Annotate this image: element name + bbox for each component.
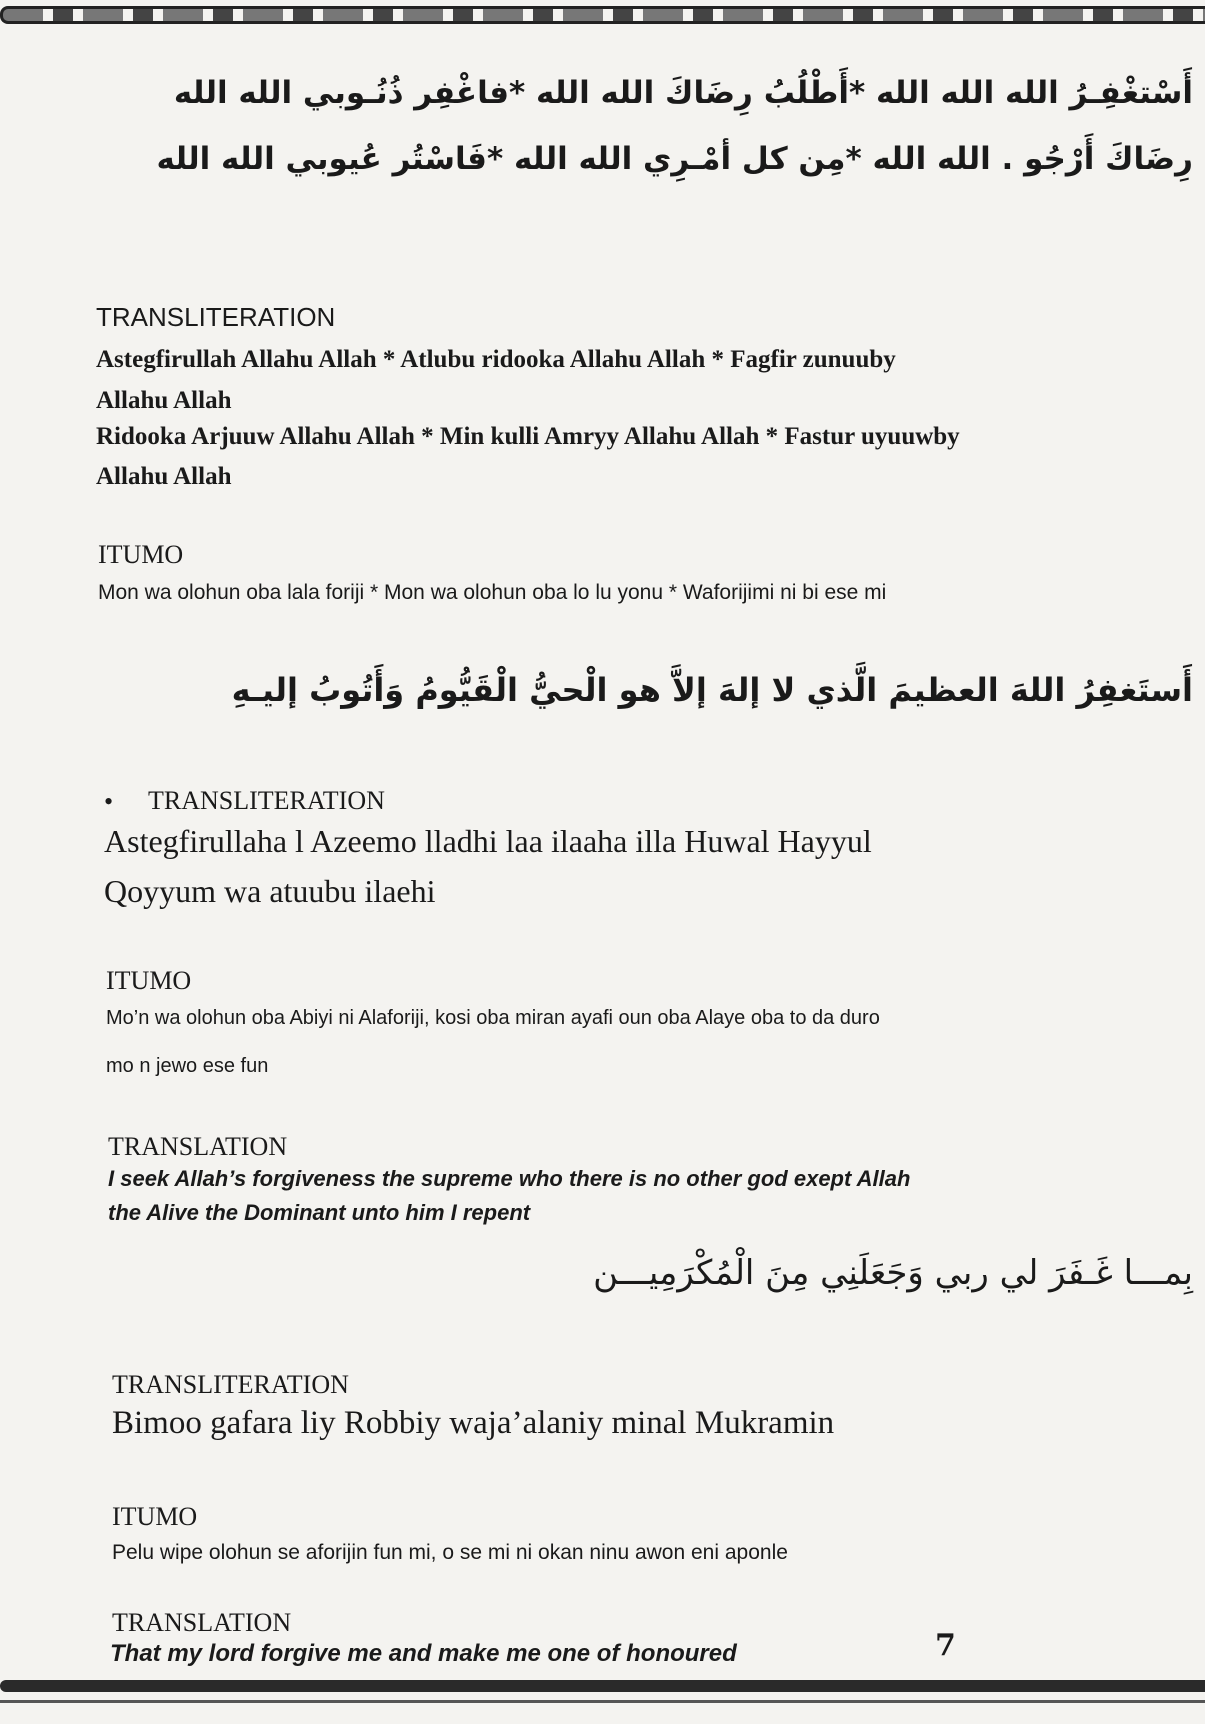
transliteration-label-3: TRANSLITERATION: [112, 1370, 349, 1399]
transliteration-label-2: TRANSLITERATION: [148, 786, 385, 815]
itumo-2-line-2: mo n jewo ese fun: [106, 1055, 269, 1077]
arabic-line-2: رِضَاكَ أَرْجُو . الله الله *مِن كل أمْـرِي الله الله *فَاسْتُر عُيوبي الله الله: [156, 141, 1193, 177]
translation-2-line-1: I seek Allah’s forgiveness the supreme who there is no other god exept Allah: [108, 1166, 911, 1191]
transliteration-1-line-4: Allahu Allah: [96, 463, 232, 490]
arabic-line-1: أَسْتغْفِـرُ الله الله الله *أَطْلُبُ رِضَاكَ الله الله *فاغْفِر ذُنُـوبي الله الله: [173, 75, 1193, 111]
transliteration-1-line-3: Ridooka Arjuuw Allahu Allah * Min kulli Amryy Allahu Allah * Fastur uyuuwby: [96, 423, 960, 450]
translation-label-3: TRANSLATION: [112, 1608, 292, 1637]
transliteration-3: Bimoo gafara liy Robbiy waja’alaniy minal Mukramin: [112, 1405, 835, 1441]
transliteration-2-line-2: Qoyyum wa atuubu ilaehi: [104, 873, 436, 909]
top-border: [0, 6, 1205, 24]
bottom-border-thin: [0, 1700, 1205, 1703]
itumo-label-2: ITUMO: [106, 966, 192, 995]
transliteration-label-1: TRANSLITERATION: [96, 302, 336, 332]
itumo-label-3: ITUMO: [112, 1502, 198, 1531]
itumo-1: Mon wa olohun oba lala foriji * Mon wa olohun oba lo lu yonu * Waforijimi ni bi ese mi: [98, 581, 887, 604]
itumo-label-1: ITUMO: [98, 540, 184, 569]
bullet: •: [104, 787, 114, 816]
translation-2-line-2: the Alive the Dominant unto him I repent: [108, 1200, 531, 1225]
bottom-border: [0, 1680, 1205, 1692]
arabic-line-4: بِمـــا غَـفَرَ لي ربي وَجَعَلَنِي مِنَ الْمُكْرَمِيـــن: [593, 1253, 1193, 1293]
transliteration-1-line-1: Astegfirullah Allahu Allah * Atlubu ridooka Allahu Allah * Fagfir zunuuby: [96, 346, 896, 373]
translation-label-2: TRANSLATION: [108, 1132, 288, 1161]
itumo-3: Pelu wipe olohun se aforijin fun mi, o se mi ni okan ninu awon eni aponle: [112, 1541, 788, 1564]
translation-3: That my lord forgive me and make me one of honoured: [110, 1640, 737, 1667]
transliteration-1-line-2: Allahu Allah: [96, 387, 232, 414]
itumo-2-line-1: Mo’n wa olohun oba Abiyi ni Alaforiji, kosi oba miran ayafi oun oba Alaye oba to da duro: [106, 1007, 880, 1029]
transliteration-2-line-1: Astegfirullaha l Azeemo lladhi laa ilaaha illa Huwal Hayyul: [104, 823, 872, 859]
page-number: 7: [935, 1628, 956, 1663]
arabic-line-3: أَستَغفِرُ اللهَ العظيمَ الَّذي لا إلهَ إلاَّ هو الْحيُّ الْقَيُّومُ وَأَتُوبُ إليـهِ: [231, 671, 1193, 709]
